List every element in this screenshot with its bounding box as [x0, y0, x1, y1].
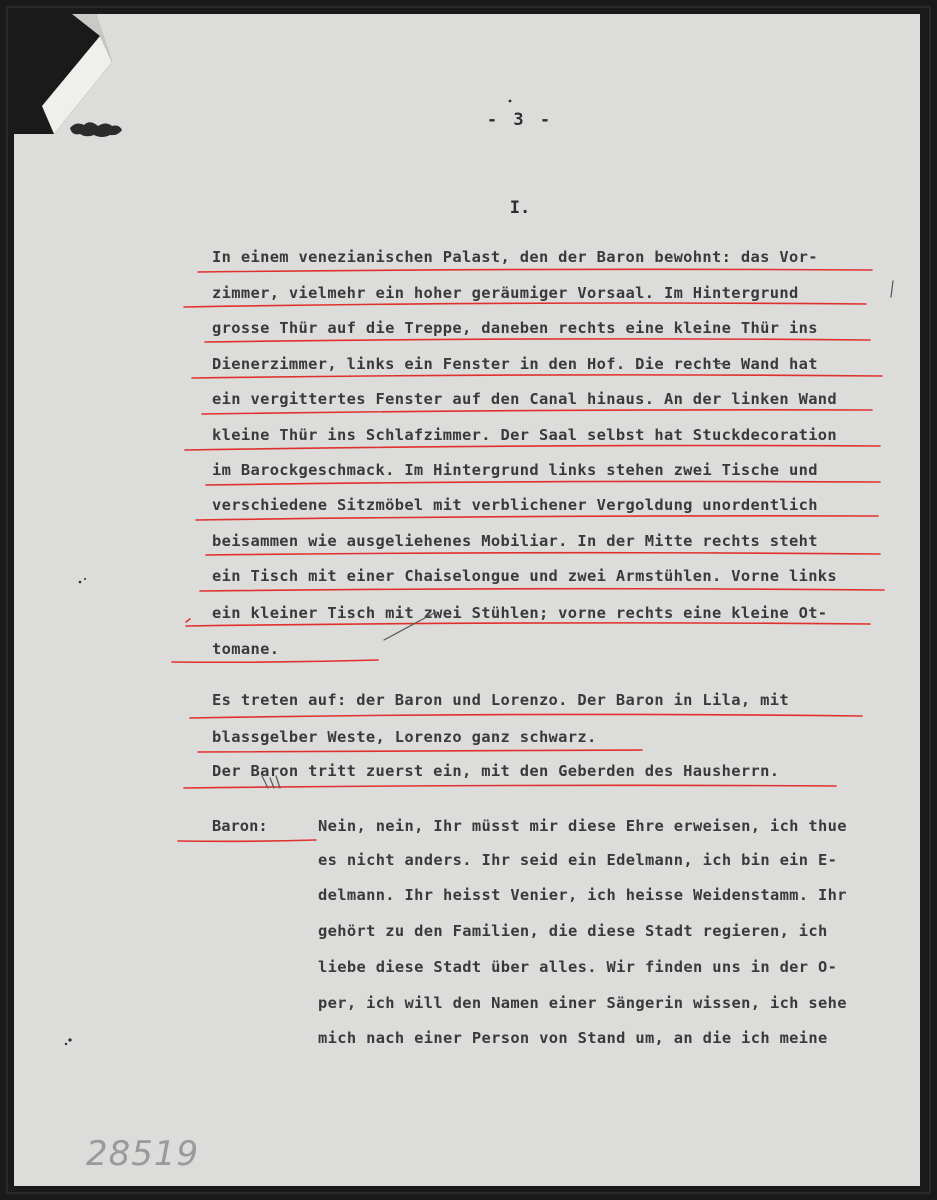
- entrance-line: blassgelber Weste, Lorenzo ganz schwarz.: [212, 728, 597, 746]
- page-number: - 3 -: [486, 110, 554, 130]
- speech-line: per, ich will den Namen einer Sängerin wissen, ich sehe: [318, 994, 847, 1012]
- archive-number: 28519: [86, 1134, 200, 1174]
- speech-line: delmann. Ihr heisst Venier, ich heisse Weidenstamm. Ihr: [318, 886, 847, 904]
- stage-direction-line: Dienerzimmer, links ein Fenster in den Hof. Die rechte Wand hat: [212, 355, 818, 373]
- stage-direction-line: ein Tisch mit einer Chaiselongue und zwei Armstühlen. Vorne links: [212, 567, 838, 585]
- speech-line: liebe diese Stadt über alles. Wir finden uns in der O-: [318, 958, 838, 976]
- stage-direction-line: im Barockgeschmack. Im Hintergrund links stehen zwei Tische und: [212, 461, 818, 479]
- stage-direction-line: ein vergittertes Fenster auf den Canal hinaus. An der linken Wand: [212, 390, 838, 408]
- stage-direction-line: beisammen wie ausgeliehenes Mobiliar. In der Mitte rechts steht: [212, 532, 818, 550]
- stage-direction-line: In einem venezianischen Palast, den der Baron bewohnt: das Vor-: [212, 248, 818, 266]
- stage-direction-line: grosse Thür auf die Treppe, daneben rechts eine kleine Thür ins: [212, 319, 818, 337]
- stage-direction-line: ein kleiner Tisch mit zwei Stühlen; vorne rechts eine kleine Ot-: [212, 604, 828, 622]
- act-heading: I.: [509, 198, 531, 218]
- speech-line: gehört zu den Familien, die diese Stadt regieren, ich: [318, 922, 828, 940]
- stage-direction-line: kleine Thür ins Schlafzimmer. Der Saal selbst hat Stuckdecoration: [212, 426, 838, 444]
- stage-direction-line: zimmer, vielmehr ein hoher geräumiger Vorsaal. Im Hintergrund: [212, 284, 799, 302]
- speech-line: es nicht anders. Ihr seid ein Edelmann, ich bin ein E-: [318, 851, 838, 869]
- speech-line: Nein, nein, Ihr müsst mir diese Ehre erweisen, ich thue: [318, 817, 847, 835]
- stage-direction-line: verschiedene Sitzmöbel mit verblichener Vergoldung unordentlich: [212, 496, 818, 514]
- folded-corner: [14, 14, 114, 134]
- entrance-line: Es treten auf: der Baron und Lorenzo. Der Baron in Lila, mit: [212, 691, 789, 709]
- speech-line: mich nach einer Person von Stand um, an die ich meine: [318, 1029, 828, 1047]
- speaker-label: Baron:: [212, 817, 268, 835]
- entrance-line: Der Baron tritt zuerst ein, mit den Geberden des Hausherrn.: [212, 762, 780, 780]
- stage-direction-line: tomane.: [212, 640, 280, 658]
